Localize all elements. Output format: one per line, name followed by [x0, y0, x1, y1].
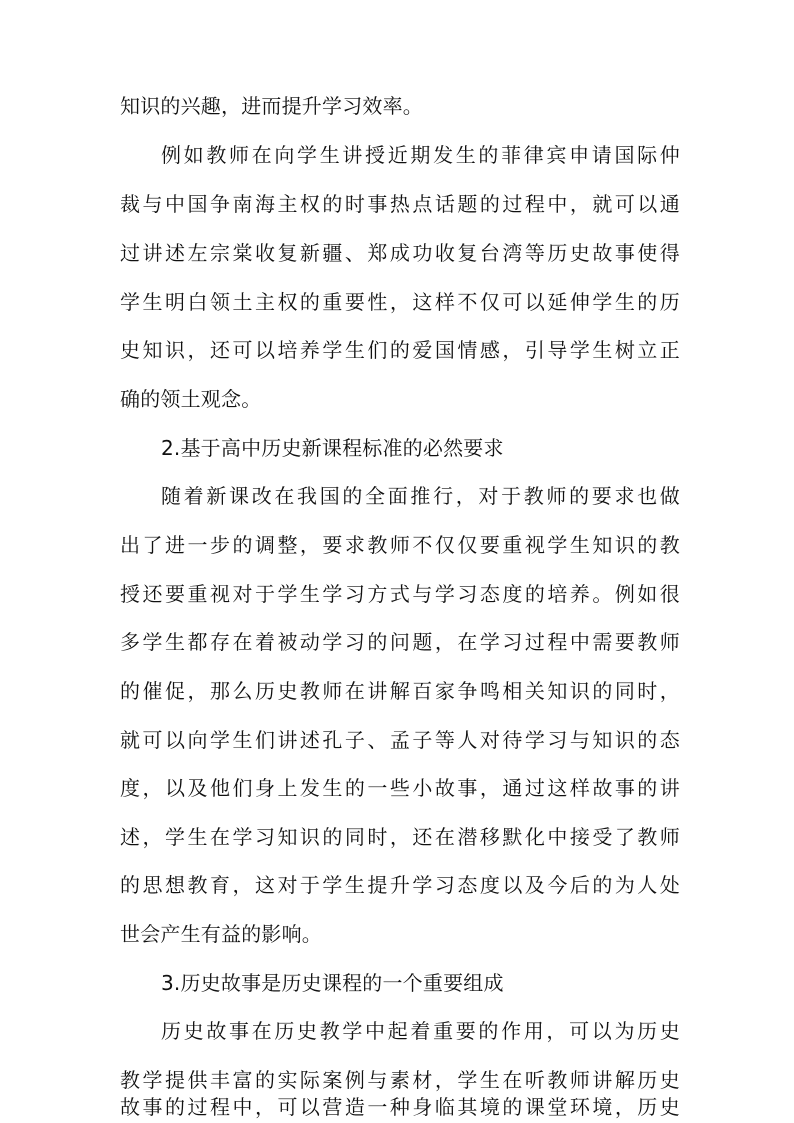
text-line: 故事的过程中，可以营造一种身临其境的课堂环境，历史	[120, 1095, 680, 1119]
text-line: 多学生都存在着被动学习的问题，在学习过程中需要教师	[120, 630, 680, 654]
paragraph-first-line: 历史故事在历史教学中起着重要的作用，可以为历史	[161, 1019, 680, 1043]
section-heading: 2.基于高中历史新课程标准的必然要求	[161, 436, 504, 460]
text-line: 史知识，还可以培养学生们的爱国情感，引导学生树立正	[120, 338, 680, 362]
text-line: 就可以向学生们讲述孔子、孟子等人对待学习与知识的态	[120, 728, 680, 752]
text-line: 授还要重视对于学生学习方式与学习态度的培养。例如很	[120, 582, 680, 606]
text-line: 度，以及他们身上发生的一些小故事，通过这样故事的讲	[120, 776, 680, 800]
section-heading: 3.历史故事是历史课程的一个重要组成	[161, 971, 504, 995]
text-line: 确的领土观念。	[120, 387, 262, 411]
text-line: 裁与中国争南海主权的时事热点话题的过程中，就可以通	[120, 192, 680, 216]
paragraph-first-line: 随着新课改在我国的全面推行，对于教师的要求也做	[161, 484, 680, 508]
text-line: 教学提供丰富的实际案例与素材，学生在听教师讲解历史	[120, 1068, 680, 1092]
text-line: 过讲述左宗棠收复新疆、郑成功收复台湾等历史故事使得	[120, 241, 680, 265]
text-line: 述，学生在学习知识的同时，还在潜移默化中接受了教师	[120, 825, 680, 849]
text-line: 学生明白领土主权的重要性，这样不仅可以延伸学生的历	[120, 290, 680, 314]
text-line: 的催促，那么历史教师在讲解百家争鸣相关知识的同时，	[120, 679, 680, 703]
text-line: 的思想教育，这对于学生提升学习态度以及今后的为人处	[120, 873, 680, 897]
text-line: 出了进一步的调整，要求教师不仅仅要重视学生知识的教	[120, 533, 680, 557]
text-line: 知识的兴趣，进而提升学习效率。	[120, 94, 423, 118]
text-line: 世会产生有益的影响。	[120, 922, 322, 946]
paragraph-first-line: 例如教师在向学生讲授近期发生的菲律宾申请国际仲	[161, 143, 680, 167]
